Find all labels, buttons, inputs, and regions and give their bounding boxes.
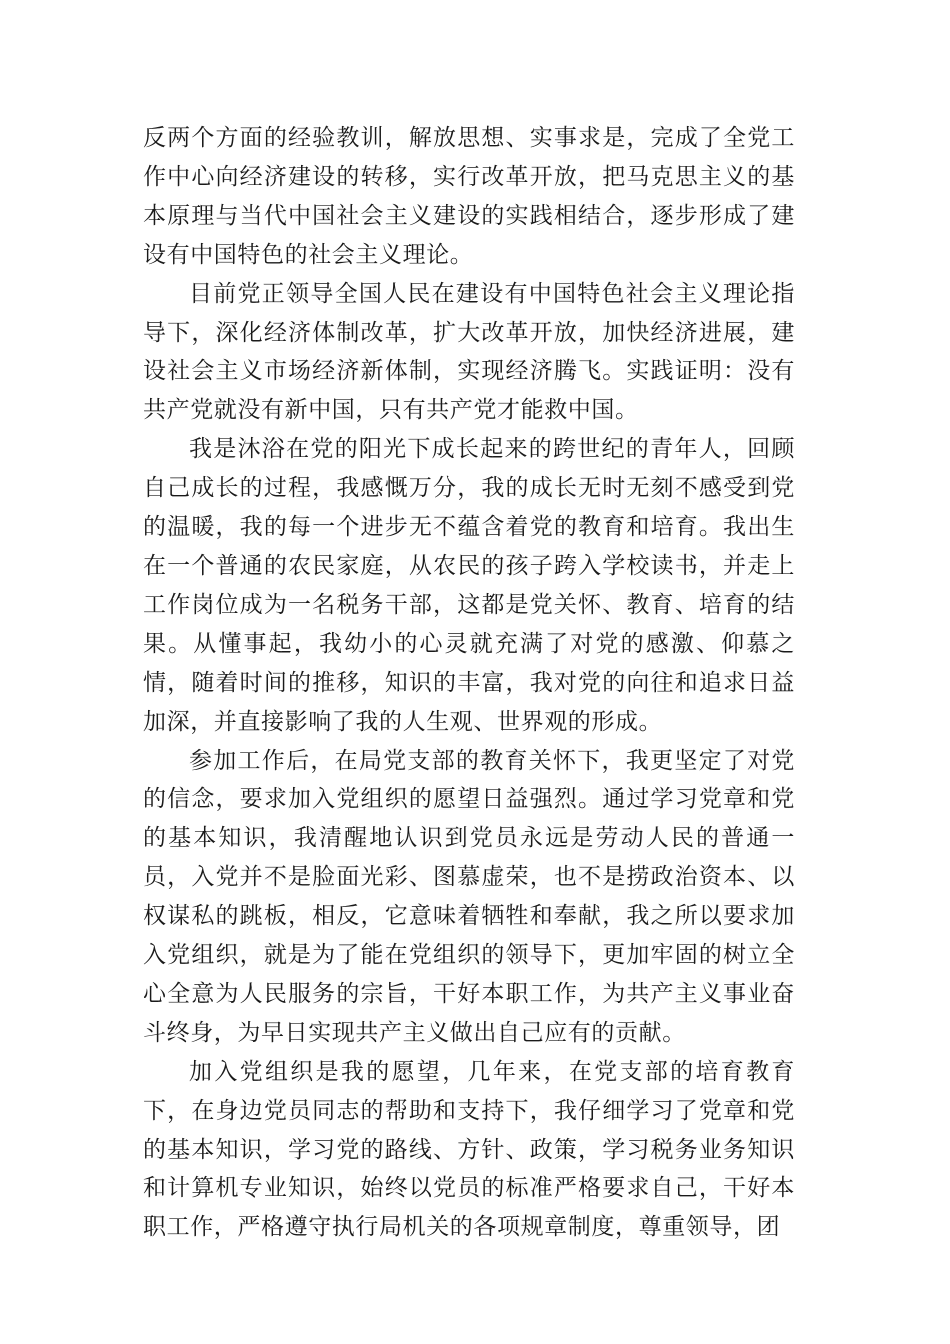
paragraph-5: 加入党组织是我的愿望，几年来，在党支部的培育教育下，在身边党员同志的帮助和支持下，我仔细学习了党章和党的基本知识，学习党的路线、方针、政策，学习税务业务知识和计算机专业知识，始终以党员的标准严格要求自己，干好本职工作，严格遵守执行局机关的各项规章制度，尊重领导，团 [143, 1058, 795, 1241]
paragraph-3: 我是沐浴在党的阳光下成长起来的跨世纪的青年人，回顾自己成长的过程，我感慨万分，我的成长无时无刻不感受到党的温暖，我的每一个进步无不蕴含着党的教育和培育。我出生在一个普通的农民家庭，从农民的孩子跨入学校读书，并走上工作岗位成为一名税务干部，这都是党关怀、教育、培育的结果。从懂事起，我幼小的心灵就充满了对党的感激、仰慕之情，随着时间的推移，知识的丰富，我对党的向往和追求日益加深，并直接影响了我的人生观、世界观的形成。 [143, 436, 795, 735]
paragraph-2: 目前党正领导全国人民在建设有中国特色社会主义理论指导下，深化经济体制改革，扩大改革开放，加快经济进展，建设社会主义市场经济新体制，实现经济腾飞。实践证明：没有共产党就没有新中国，只有共产党才能救中国。 [143, 280, 795, 424]
paragraph-4: 参加工作后，在局党支部的教育关怀下，我更坚定了对党的信念，要求加入党组织的愿望日益强烈。通过学习党章和党的基本知识，我清醒地认识到党员永远是劳动人民的普通一员，入党并不是脸面光彩、图慕虚荣，也不是捞政治资本、以权谋私的跳板，相反，它意味着牺牲和奉献，我之所以要求加入党组织，就是为了能在党组织的领导下，更加牢固的树立全心全意为人民服务的宗旨，干好本职工作，为共产主义事业奋斗终身，为早日实现共产主义做出自己应有的贡献。 [143, 747, 795, 1046]
paragraph-1: 反两个方面的经验教训，解放思想、实事求是，完成了全党工作中心向经济建设的转移，实行改革开放，把马克思主义的基本原理与当代中国社会主义建设的实践相结合，逐步形成了建设有中国特色的社会主义理论。 [143, 125, 795, 268]
document-body [143, 119, 795, 1247]
